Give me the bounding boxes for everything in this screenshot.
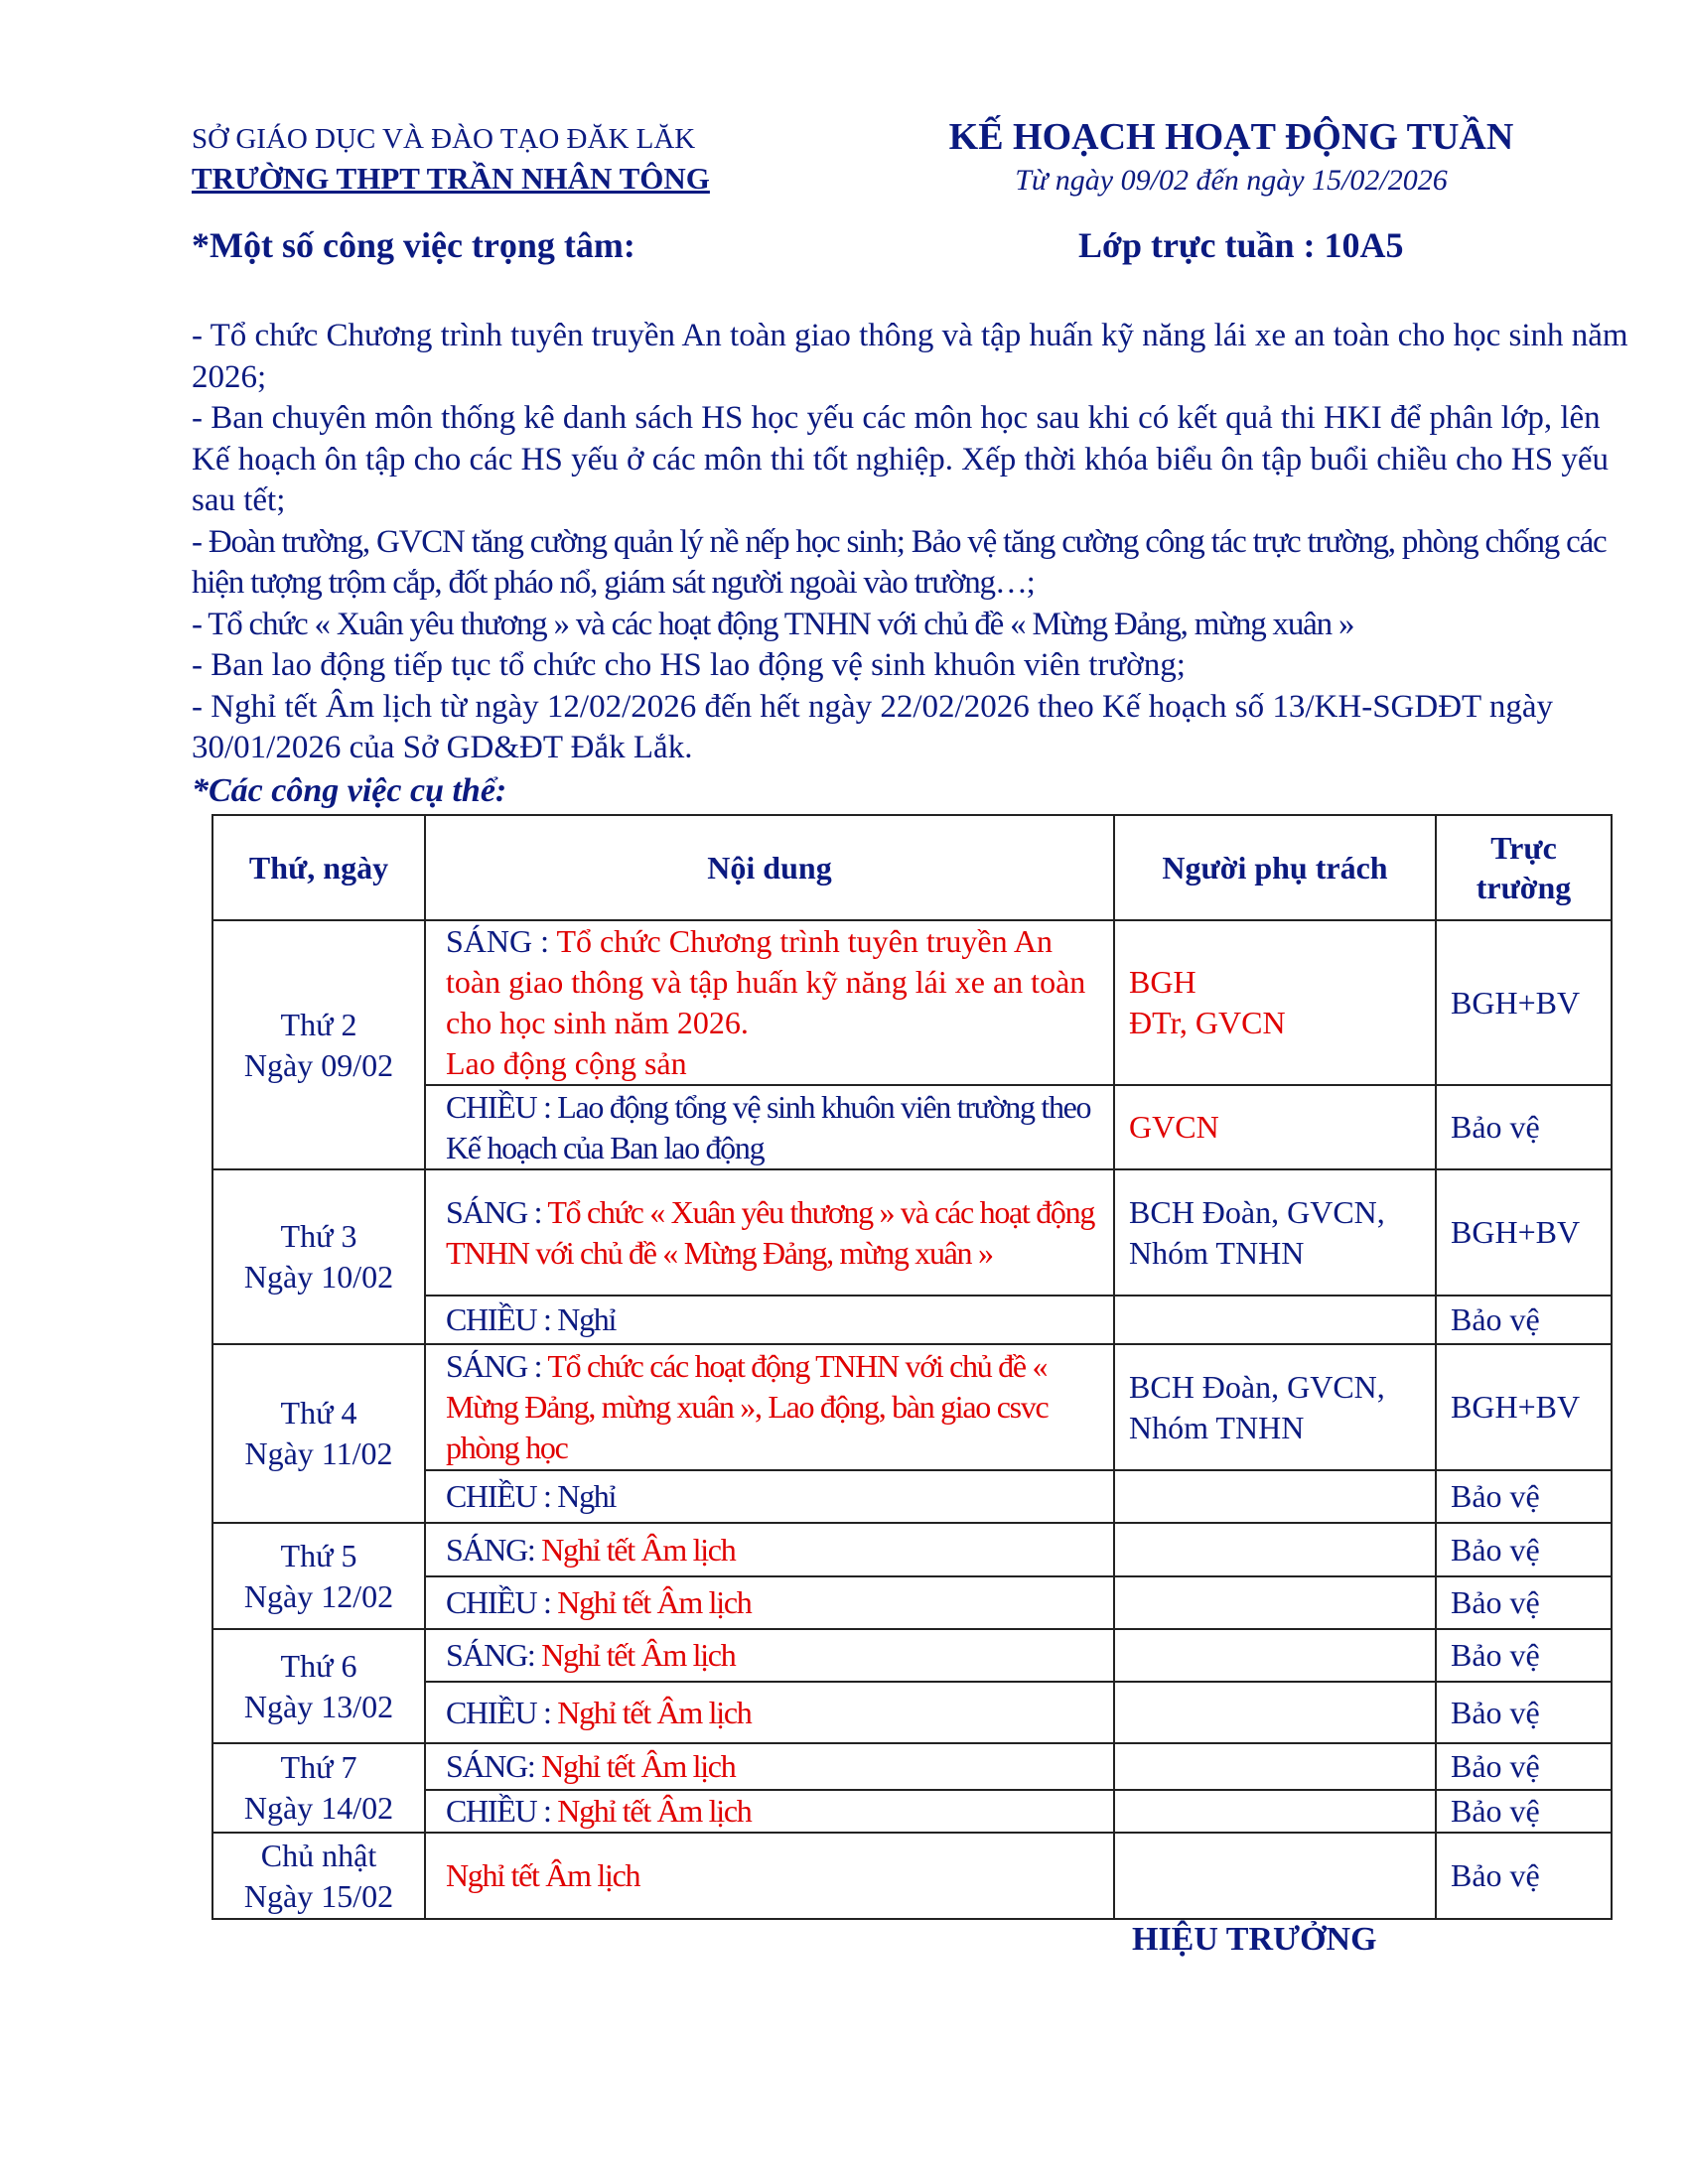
duty-cell: BGH+BV	[1436, 1344, 1612, 1470]
duty-class: Lớp trực tuần : 10A5	[1078, 225, 1404, 265]
owner-cell	[1114, 1629, 1436, 1682]
duty-cell: Bảo vệ	[1436, 1296, 1612, 1344]
afternoon-content: CHIỀU : Nghỉ tết Âm lịch	[425, 1790, 1114, 1833]
column-header-duty: Trực trường	[1436, 815, 1612, 920]
owner-cell: BCH Đoàn, GVCN, Nhóm TNHN	[1114, 1344, 1436, 1470]
focus-list	[192, 316, 1631, 769]
focus-item: - Ban chuyên môn thống kê danh sách HS học yếu các môn học sau khi có kết quả thi HKI để phân lớp, lên Kế hoạch ôn tập cho các HS yếu ở các môn thi tốt nghiệp. Xếp thời khóa biểu ôn tập buổi chiều cho HS yếu sau tết;	[192, 400, 1609, 518]
owner-cell	[1114, 1682, 1436, 1743]
owner-cell	[1114, 1833, 1436, 1919]
afternoon-content: CHIỀU : Nghỉ tết Âm lịch	[425, 1682, 1114, 1743]
day-cell: Thứ 6 Ngày 13/02	[212, 1629, 425, 1743]
morning-content: SÁNG: Nghỉ tết Âm lịch	[425, 1523, 1114, 1576]
focus-item: - Ban lao động tiếp tục tổ chức cho HS lao động vệ sinh khuôn viên trường;	[192, 647, 1186, 683]
column-header-content: Nội dung	[425, 815, 1114, 920]
signature-title: HIỆU TRƯỞNG	[1132, 1921, 1377, 1958]
owner-cell	[1114, 1743, 1436, 1790]
page-title: KẾ HOẠCH HOẠT ĐỘNG TUẦN	[948, 116, 1514, 158]
schedule-table	[211, 814, 1613, 1920]
day-cell: Thứ 3 Ngày 10/02	[212, 1169, 425, 1344]
duty-cell: Bảo vệ	[1436, 1833, 1612, 1919]
duty-cell: Bảo vệ	[1436, 1682, 1612, 1743]
duty-cell: Bảo vệ	[1436, 1629, 1612, 1682]
owner-cell: GVCN	[1114, 1085, 1436, 1169]
owner-cell	[1114, 1296, 1436, 1344]
column-header-owner: Người phụ trách	[1114, 815, 1436, 920]
focus-item: - Đoàn trường, GVCN tăng cường quản lý nề nếp học sinh; Bảo vệ tăng cường công tác trực trường, phòng chống các hiện tượng trộm cắp, đốt pháo nổ, giám sát người ngoài vào trường…;	[192, 523, 1607, 601]
day-cell: Chủ nhật Ngày 15/02	[212, 1833, 425, 1919]
day-cell: Thứ 7 Ngày 14/02	[212, 1743, 425, 1833]
duty-cell: Bảo vệ	[1436, 1523, 1612, 1576]
table-row	[212, 1743, 1612, 1790]
duty-cell: Bảo vệ	[1436, 1743, 1612, 1790]
owner-cell	[1114, 1576, 1436, 1629]
afternoon-content: CHIỀU : Nghỉ tết Âm lịch	[425, 1576, 1114, 1629]
details-section-title: *Các công việc cụ thể:	[192, 772, 507, 809]
morning-content: SÁNG : Tổ chức Chương trình tuyên truyền An toàn giao thông và tập huấn kỹ năng lái xe an toàn cho học sinh năm 2026. Lao động cộng sản	[425, 920, 1114, 1085]
duty-cell: Bảo vệ	[1436, 1470, 1612, 1523]
owner-cell: BGH ĐTr, GVCN	[1114, 920, 1436, 1085]
duty-cell: BGH+BV	[1436, 920, 1612, 1085]
duty-cell: Bảo vệ	[1436, 1576, 1612, 1629]
day-cell: Thứ 2 Ngày 09/02	[212, 920, 425, 1169]
afternoon-content: CHIỀU : Nghỉ	[425, 1470, 1114, 1523]
column-header-day: Thứ, ngày	[212, 815, 425, 920]
department-name: SỞ GIÁO DỤC VÀ ĐÀO TẠO ĐĂK LĂK	[192, 123, 696, 155]
owner-cell	[1114, 1470, 1436, 1523]
owner-cell: BCH Đoàn, GVCN, Nhóm TNHN	[1114, 1169, 1436, 1296]
table-row	[212, 1169, 1612, 1296]
table-row	[212, 1629, 1612, 1682]
school-name: TRƯỜNG THPT TRẦN NHÂN TÔNG	[192, 161, 710, 196]
owner-cell	[1114, 1523, 1436, 1576]
date-range: Từ ngày 09/02 đến ngày 15/02/2026	[1015, 164, 1448, 197]
morning-content: SÁNG : Tổ chức các hoạt động TNHN với chủ đề « Mừng Đảng, mừng xuân », Lao động, bàn giao csvc phòng học	[425, 1344, 1114, 1470]
day-content: Nghỉ tết Âm lịch	[425, 1833, 1114, 1919]
morning-content: SÁNG: Nghỉ tết Âm lịch	[425, 1743, 1114, 1790]
afternoon-content: CHIỀU : Nghỉ	[425, 1296, 1114, 1344]
duty-cell: BGH+BV	[1436, 1169, 1612, 1296]
morning-content: SÁNG: Nghỉ tết Âm lịch	[425, 1629, 1114, 1682]
afternoon-content: CHIỀU : Lao động tổng vệ sinh khuôn viên trường theo Kế hoạch của Ban lao động	[425, 1085, 1114, 1169]
table-row	[212, 1523, 1612, 1576]
table-header-row	[212, 815, 1612, 920]
focus-item: - Nghỉ tết Âm lịch từ ngày 12/02/2026 đến hết ngày 22/02/2026 theo Kế hoạch số 13/KH-SGDĐT ngày 30/01/2026 của Sở GD&ĐT Đắk Lắk.	[192, 688, 1553, 765]
focus-item: - Tổ chức « Xuân yêu thương » và các hoạt động TNHN với chủ đề « Mừng Đảng, mừng xuân »	[192, 606, 1354, 642]
table-row	[212, 1833, 1612, 1919]
day-cell: Thứ 4 Ngày 11/02	[212, 1344, 425, 1523]
morning-content: SÁNG : Tổ chức « Xuân yêu thương » và các hoạt động TNHN với chủ đề « Mừng Đảng, mừng xuân »	[425, 1169, 1114, 1296]
table-row	[212, 920, 1612, 1085]
table-row	[212, 1344, 1612, 1470]
focus-item: - Tổ chức Chương trình tuyên truyền An toàn giao thông và tập huấn kỹ năng lái xe an toàn cho học sinh năm 2026;	[192, 318, 1628, 395]
owner-cell	[1114, 1790, 1436, 1833]
focus-section-title: *Một số công việc trọng tâm:	[192, 225, 635, 265]
duty-cell: Bảo vệ	[1436, 1790, 1612, 1833]
duty-cell: Bảo vệ	[1436, 1085, 1612, 1169]
day-cell: Thứ 5 Ngày 12/02	[212, 1523, 425, 1629]
